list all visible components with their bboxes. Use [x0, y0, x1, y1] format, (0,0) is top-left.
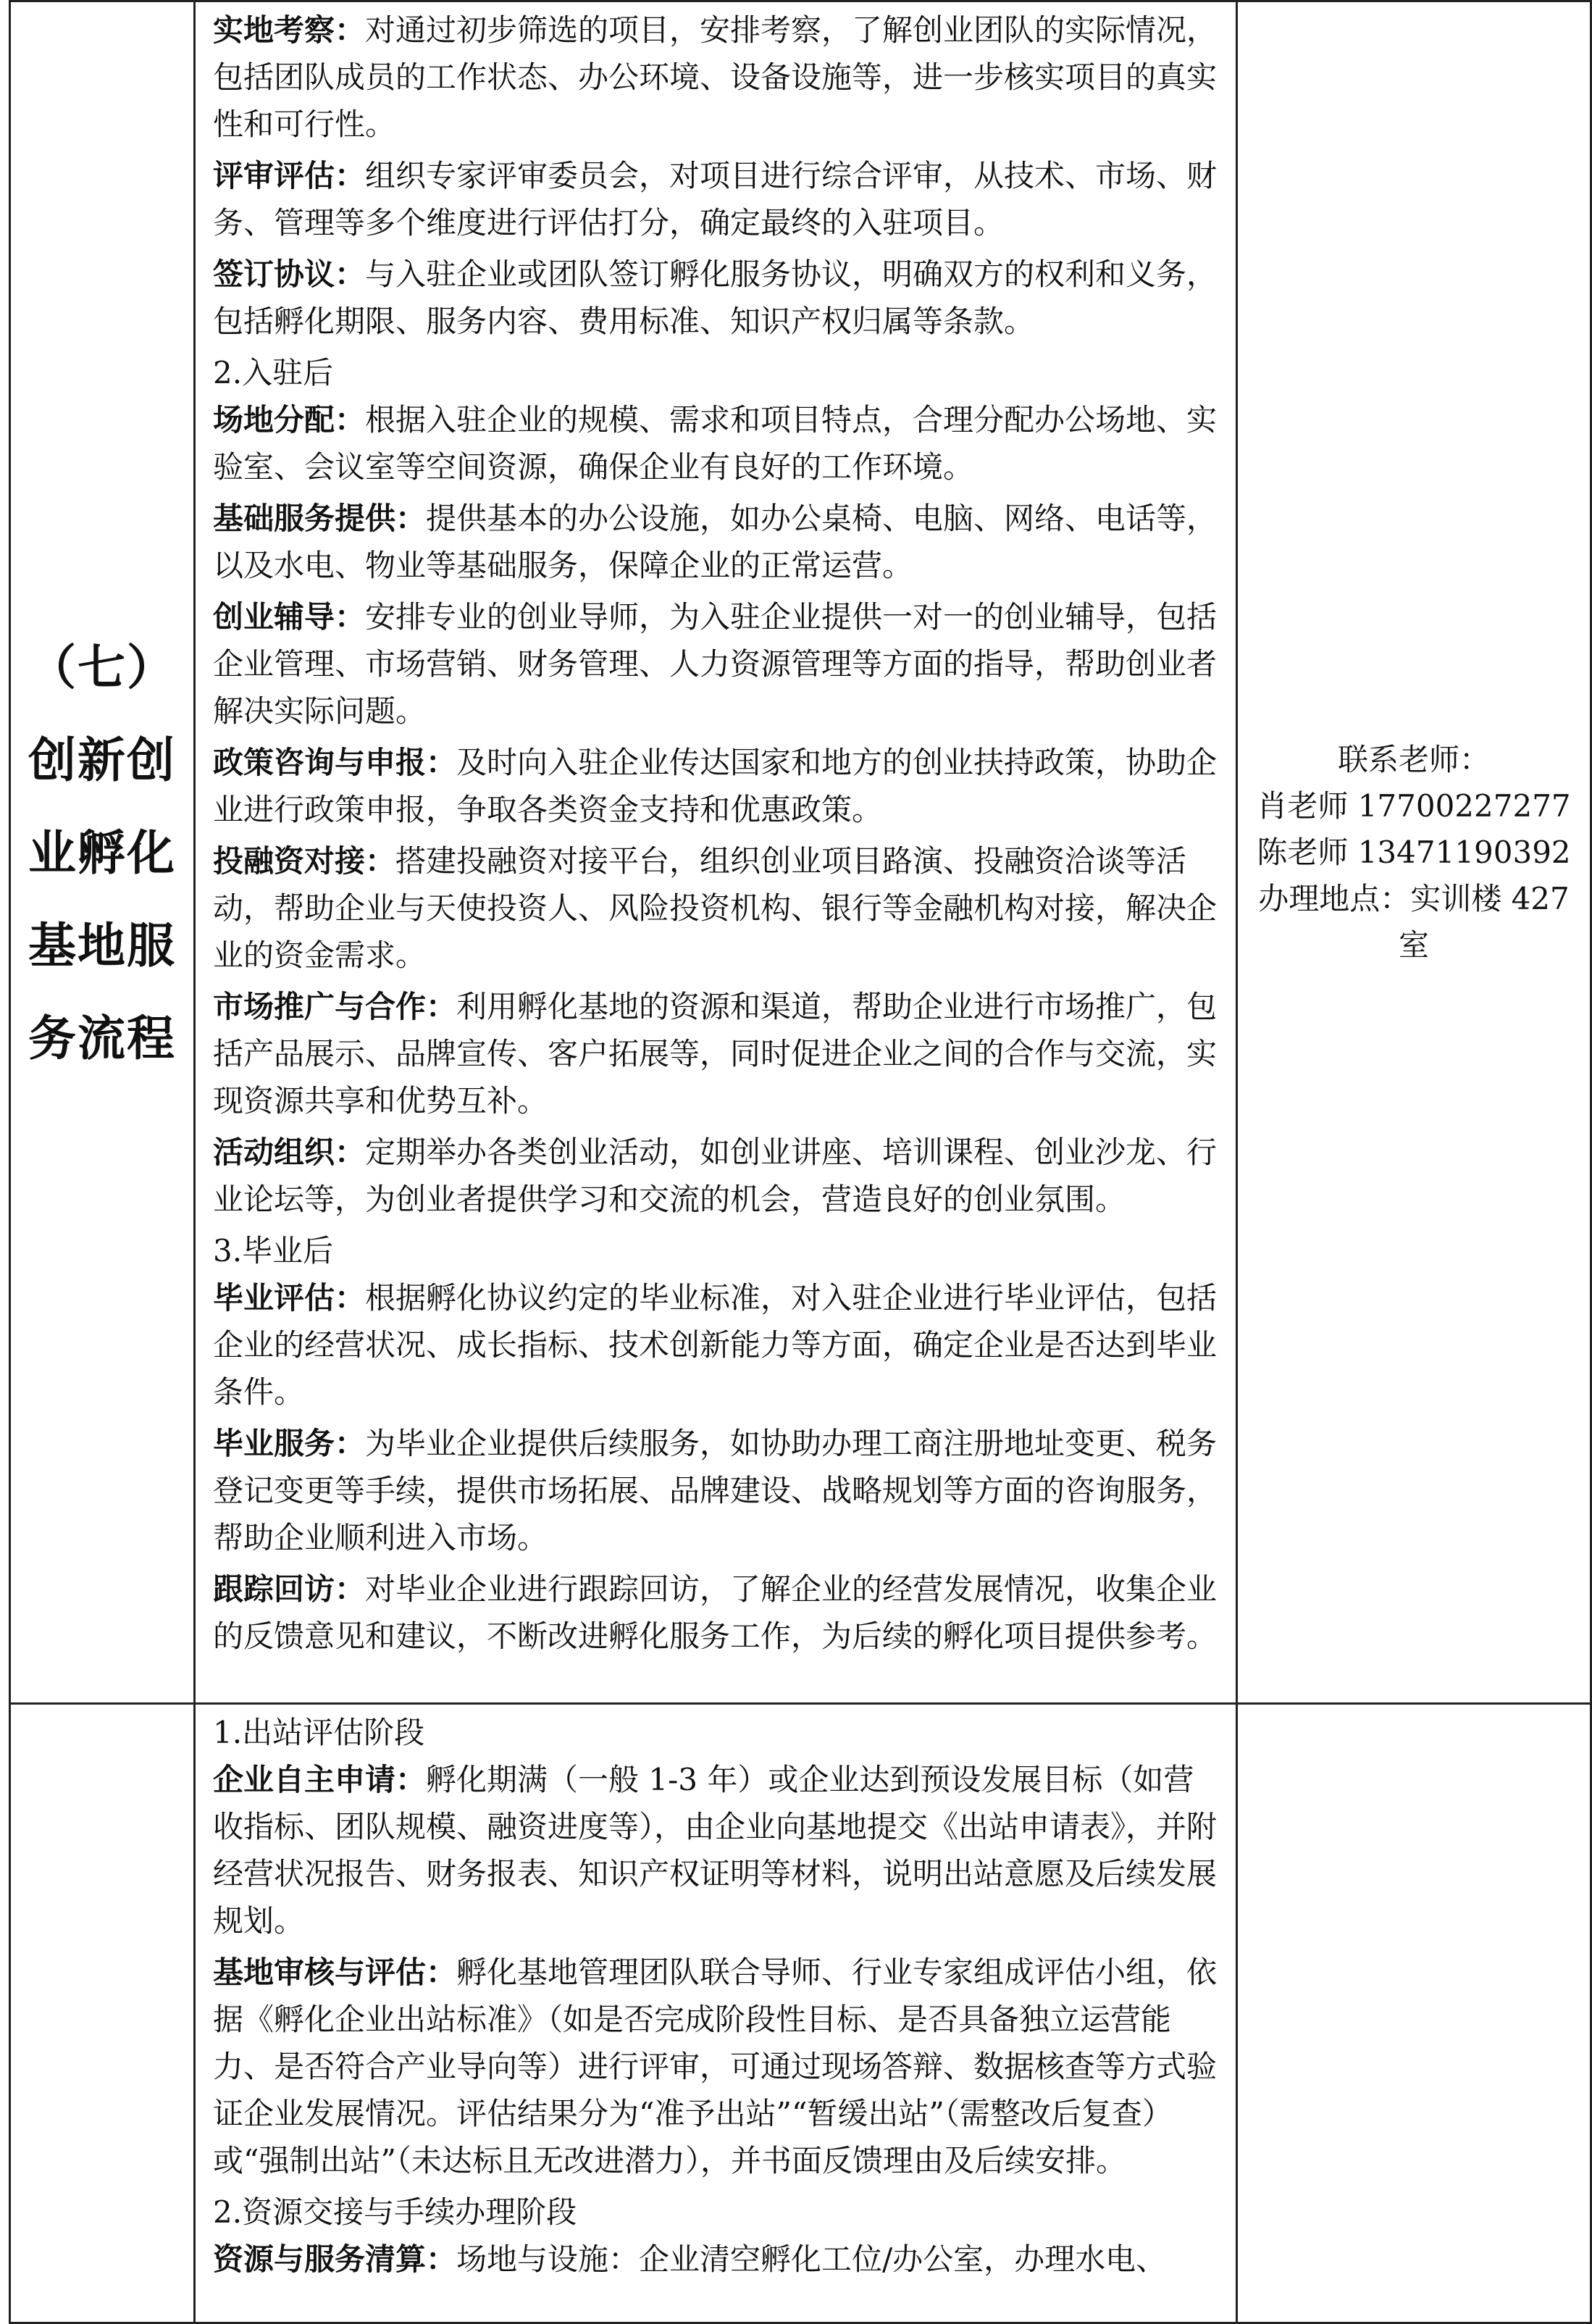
phase-heading: 3.毕业后 [213, 1233, 334, 1268]
entry-label: 基地审核与评估： [213, 1955, 457, 1990]
process-entry [213, 1756, 1224, 1944]
section-title-line: （七） [28, 638, 176, 695]
entry-label: 创业辅导： [213, 599, 366, 635]
entry-text: 为毕业企业提供后续服务，如协助办理工商注册地址变更、税务登记变更等手续，提供市场拓展、品牌建设、战略规划等方面的咨询服务，帮助企业顺利进入市场。 [213, 1426, 1218, 1555]
contact-location: 办理地点：实训楼 427 [1258, 880, 1570, 916]
process-entry [213, 396, 1224, 490]
process-entry [213, 983, 1224, 1124]
process-entry [213, 152, 1224, 246]
process-entry [213, 1420, 1224, 1561]
entry-text: 根据入驻企业的规模、需求和项目特点，合理分配办公场地、实验室、会议室等空间资源，确保企业有良好的工作环境。 [213, 402, 1218, 485]
process-content [196, 2, 1236, 1660]
process-entry [213, 837, 1224, 979]
process-entry [213, 593, 1224, 735]
entry-text: 组织专家评审委员会，对项目进行综合评审，从技术、市场、财务、管理等多个维度进行评估打分，确定最终的入驻项目。 [213, 158, 1218, 241]
entry-label: 场地分配： [213, 402, 366, 438]
section-title-cell [10, 1, 195, 1704]
entry-text: 定期举办各类创业活动，如创业讲座、培训课程、创业沙龙、行业论坛等，为创业者提供学习和交流的机会，营造良好的创业氛围。 [213, 1134, 1218, 1217]
process-entry [213, 1949, 1224, 2184]
entry-text: 根据孵化协议约定的毕业标准，对入驻企业进行毕业评估，包括企业的经营状况、成长指标、技术创新能力等方面，确定企业是否达到毕业条件。 [213, 1280, 1218, 1410]
phase-heading: 2.资源交接与手续办理阶段 [213, 2194, 577, 2230]
entry-label: 市场推广与合作： [213, 989, 457, 1024]
entry-text: 孵化期满（一般 1-3 年）或企业达到预设发展目标（如营收指标、团队规模、融资进度等），由企业向基地提交《出站申请表》，并附经营状况报告、财务报表、知识产权证明等材料，说明出站意愿及后续发展规划。 [213, 1762, 1218, 1939]
process-entry [213, 1566, 1224, 1660]
entry-text: 安排专业的创业导师，为入驻企业提供一对一的创业辅导，包括企业管理、市场营销、财务管理、人力资源管理等方面的指导，帮助创业者解决实际问题。 [213, 599, 1218, 729]
exit-process-content [196, 1705, 1236, 2283]
process-content-cell [195, 1, 1237, 1704]
service-process-table [9, 0, 1592, 2324]
entry-text: 搭建投融资对接平台，组织创业项目路演、投融资洽谈等活动，帮助企业与天使投资人、风险投资机构、银行等金融机构对接，解决企业的资金需求。 [213, 843, 1218, 973]
phase-heading: 2.入驻后 [213, 355, 334, 390]
section-title-line: 业孵化 [28, 824, 176, 881]
process-entry [213, 1129, 1224, 1223]
empty-title-cell [10, 1704, 195, 2323]
entry-text: 对通过初步筛选的项目，安排考察，了解创业团队的实际情况，包括团队成员的工作状态、办公环境、设备设施等，进一步核实项目的真实性和可行性。 [213, 12, 1218, 142]
entry-text: 对毕业企业进行跟踪回访，了解企业的经营发展情况，收集企业的反馈意见和建议，不断改进孵化服务工作，为后续的孵化项目提供参考。 [213, 1571, 1218, 1654]
table-row [10, 1, 1591, 1704]
contact-location-cont: 室 [1398, 927, 1429, 963]
entry-label: 毕业服务： [213, 1426, 366, 1461]
contact-info [1238, 2, 1590, 1702]
entry-label: 政策咨询与申报： [213, 745, 457, 780]
process-entry [213, 2236, 1224, 2283]
section-title [11, 2, 193, 1702]
entry-text: 提供基本的办公设施，如办公桌椅、电脑、网络、电话等，以及水电、物业等基础服务，保障企业的正常运营。 [213, 501, 1218, 583]
entry-label: 跟踪回访： [213, 1571, 366, 1607]
process-entry [213, 251, 1224, 345]
entry-label: 实地考察： [213, 12, 366, 48]
exit-content-cell [195, 1704, 1237, 2323]
process-entry [213, 495, 1224, 589]
entry-label: 评审评估： [213, 158, 366, 193]
entry-label: 签订协议： [213, 256, 366, 292]
entry-label: 资源与服务清算： [213, 2241, 457, 2277]
entry-label: 企业自主申请： [213, 1762, 427, 1797]
process-entry [213, 7, 1224, 148]
entry-label: 投融资对接： [213, 843, 396, 879]
contact-cell [1237, 1, 1591, 1704]
entry-text: 孵化基地管理团队联合导师、行业专家组成评估小组，依据《孵化企业出站标准》（如是否完成阶段性目标、是否具备独立运营能力、是否符合产业导向等）进行评审，可通过现场答辩、数据核查等方式验证企业发展情况。评估结果分为“准予出站”“暂缓出站”（需整改后复查）或“强制出站”（未达标且无改进潜力），并书面反馈理由及后续安排。 [213, 1955, 1218, 2178]
entry-label: 活动组织： [213, 1134, 366, 1170]
section-title-line: 基地服 [28, 916, 176, 974]
entry-text: 与入驻企业或团队签订孵化服务协议，明确双方的权利和义务，包括孵化期限、服务内容、费用标准、知识产权归属等条款。 [213, 256, 1218, 339]
section-title-line: 务流程 [28, 1009, 176, 1066]
entry-label: 毕业评估： [213, 1280, 366, 1316]
entry-text: 及时向入驻企业传达国家和地方的创业扶持政策，协助企业进行政策申报，争取各类资金支持和优惠政策。 [213, 745, 1218, 827]
section-title-line: 创新创 [28, 731, 176, 788]
contact-heading: 联系老师： [1337, 741, 1490, 777]
empty-contact-cell [1237, 1704, 1591, 2323]
entry-text: 利用孵化基地的资源和渠道，帮助企业进行市场推广，包括产品展示、品牌宣传、客户拓展等，同时促进企业之间的合作与交流，实现资源共享和优势互补。 [213, 989, 1218, 1119]
contact-teacher-xiao: 肖老师 17700227277 [1257, 787, 1571, 824]
process-entry [213, 739, 1224, 833]
process-entry [213, 1274, 1224, 1416]
entry-label: 基础服务提供： [213, 501, 427, 536]
contact-teacher-chen: 陈老师 13471190392 [1257, 834, 1571, 870]
entry-text: 场地与设施：企业清空孵化工位/办公室，办理水电、 [456, 2241, 1167, 2277]
phase-heading: 1.出站评估阶段 [213, 1715, 425, 1750]
table-row [10, 1704, 1591, 2323]
